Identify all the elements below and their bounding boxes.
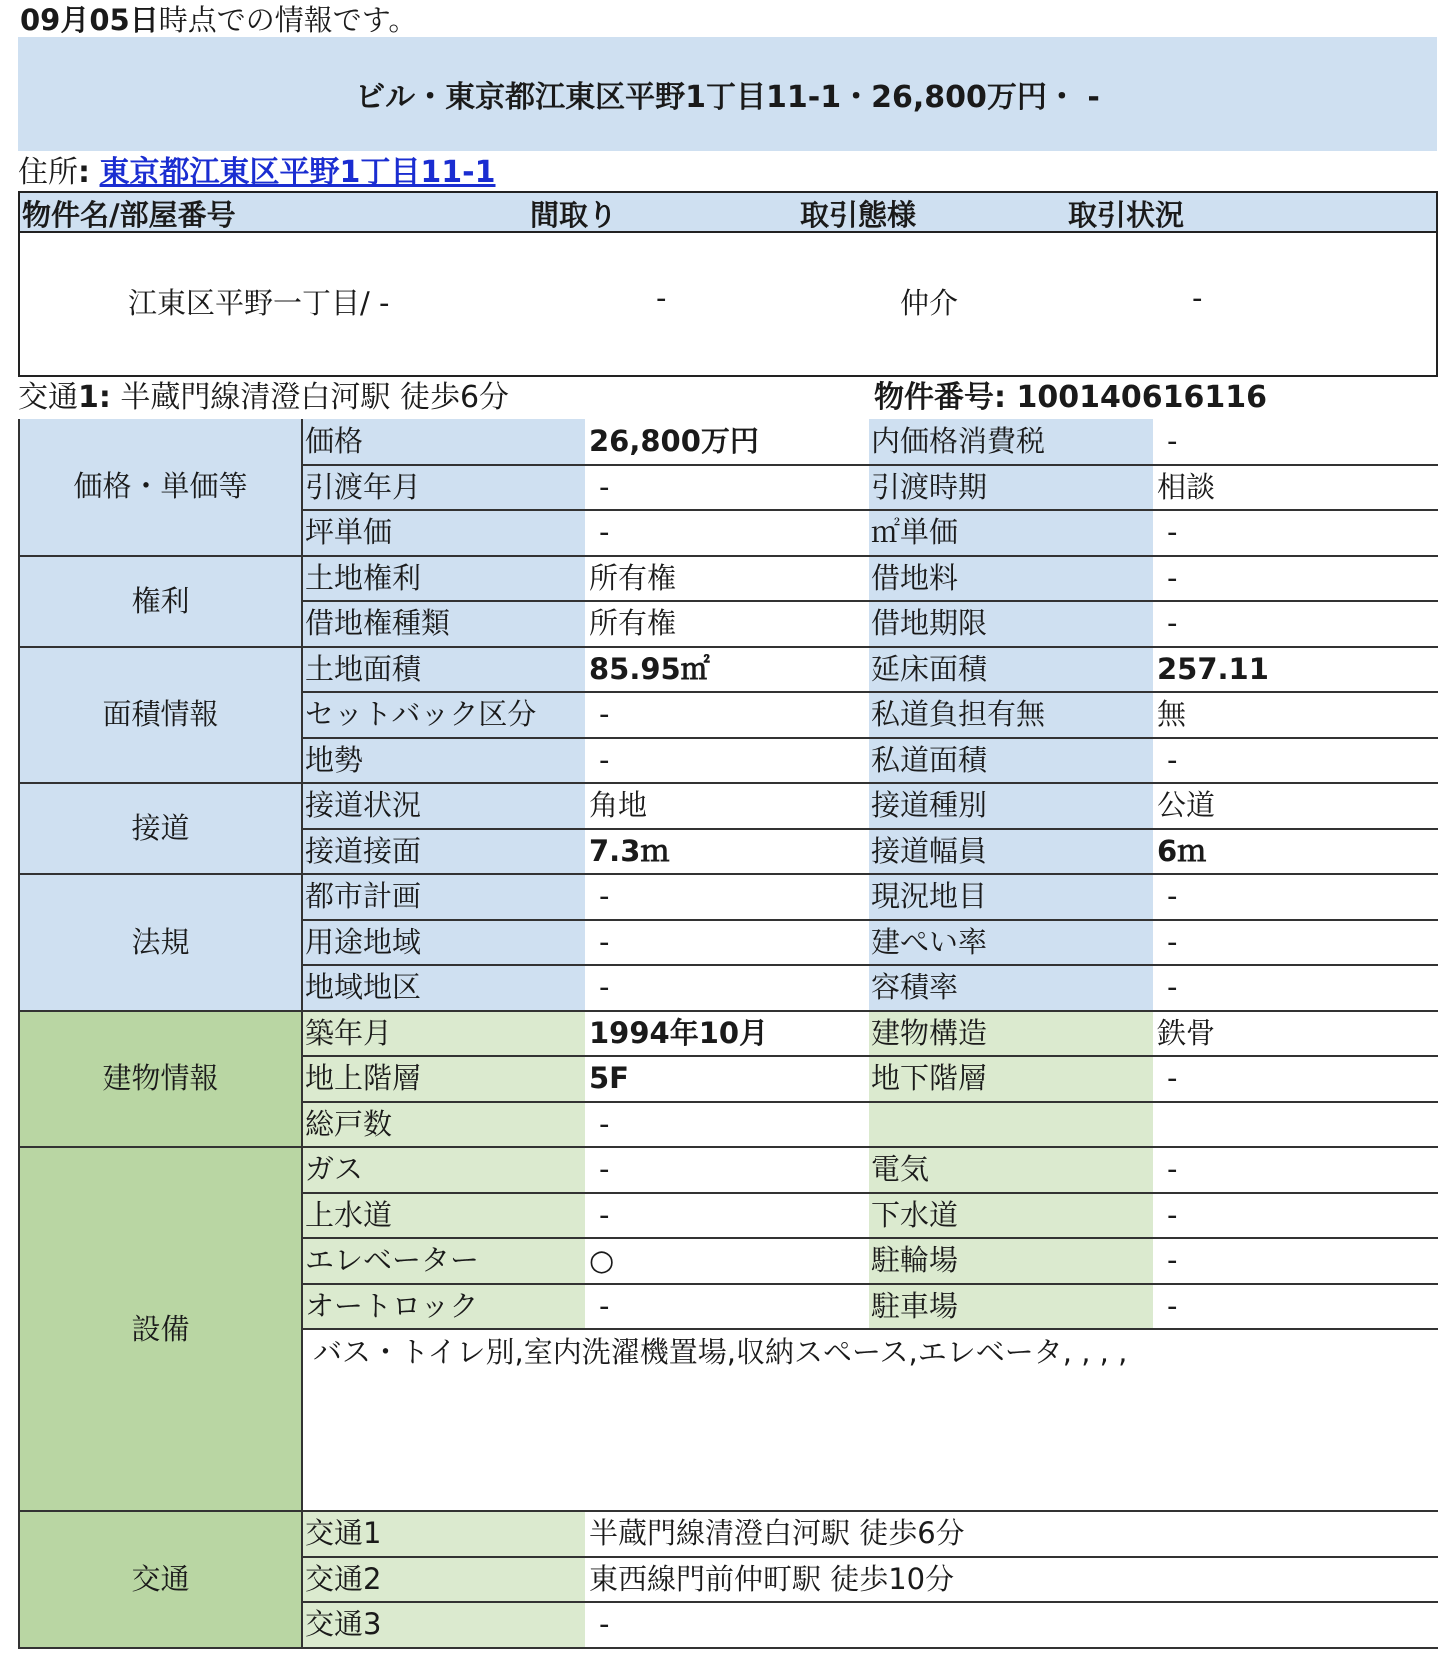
field-value: - (1153, 1056, 1438, 1102)
field-label (869, 1102, 1153, 1148)
field-value: - (585, 1193, 869, 1239)
field-value: - (585, 874, 869, 920)
room-table-header (20, 193, 1436, 233)
field-value: 鉄骨 (1153, 1011, 1438, 1057)
access-label: 交通1: (18, 380, 111, 415)
section-heading: 接道 (19, 783, 302, 874)
field-label: 現況地目 (869, 874, 1153, 920)
field-value: 半蔵門線清澄白河駅 徒歩6分 (585, 1511, 1438, 1557)
field-label: 接道幅員 (869, 829, 1153, 875)
field-value: 7.3ｍ (585, 829, 869, 875)
field-value: - (585, 692, 869, 738)
field-value: - (585, 965, 869, 1011)
field-value: - (1153, 1284, 1438, 1330)
field-label: 土地面積 (302, 647, 585, 693)
detail-row (19, 556, 1438, 602)
field-value: 26,800万円 (585, 419, 869, 465)
summary-banner (18, 37, 1437, 151)
header-transaction-status: 取引状況 (1068, 198, 1185, 232)
address-line (18, 154, 496, 192)
detail-row (19, 1011, 1438, 1057)
field-label: 延床面積 (869, 647, 1153, 693)
section-heading: 面積情報 (19, 647, 302, 784)
property-number-label: 物件番号: (874, 380, 1017, 415)
field-label: 建物構造 (869, 1011, 1153, 1057)
field-label: 接道接面 (302, 829, 585, 875)
field-label: 交通1 (302, 1511, 585, 1557)
section-heading: 設備 (19, 1147, 302, 1511)
field-value: 東西線門前仲町駅 徒歩10分 (585, 1557, 1438, 1603)
section-heading: 建物情報 (19, 1011, 302, 1148)
field-label: 引渡年月 (302, 465, 585, 511)
field-label: 引渡時期 (869, 465, 1153, 511)
field-label: 建ぺい率 (869, 920, 1153, 966)
as-of-date: 09月05日 (20, 3, 159, 37)
section-heading: 価格・単価等 (19, 419, 302, 556)
address-label: 住所: (18, 155, 90, 190)
field-label: ㎡単価 (869, 510, 1153, 556)
detail-row (19, 1147, 1438, 1193)
value-property-name: 江東区平野一丁目/ - (128, 286, 390, 320)
field-value: - (585, 920, 869, 966)
field-value: 257.11 (1153, 647, 1438, 693)
room-table-values (20, 233, 1436, 377)
field-label: 私道面積 (869, 738, 1153, 784)
field-value: 角地 (585, 783, 869, 829)
field-value: - (1153, 874, 1438, 920)
field-value: 85.95㎡ (585, 647, 869, 693)
field-value: - (1153, 1193, 1438, 1239)
room-table (18, 191, 1438, 377)
field-label: 坪単価 (302, 510, 585, 556)
field-label: オートロック (302, 1284, 585, 1330)
field-value: - (1153, 1147, 1438, 1193)
as-of-notice (20, 2, 417, 38)
field-label: 接道状況 (302, 783, 585, 829)
field-label: 都市計画 (302, 874, 585, 920)
detail-row (19, 874, 1438, 920)
detail-row (19, 783, 1438, 829)
field-value: - (585, 510, 869, 556)
value-transaction-type: 仲介 (900, 286, 959, 320)
field-label: 地勢 (302, 738, 585, 784)
field-label: 地域地区 (302, 965, 585, 1011)
field-value: ○ (585, 1238, 869, 1284)
field-value: - (1153, 601, 1438, 647)
field-label: セットバック区分 (302, 692, 585, 738)
field-label: 地上階層 (302, 1056, 585, 1102)
field-label: ガス (302, 1147, 585, 1193)
field-label: 借地期限 (869, 601, 1153, 647)
field-label: 土地権利 (302, 556, 585, 602)
field-label: 電気 (869, 1147, 1153, 1193)
field-label: 交通3 (302, 1602, 585, 1648)
field-label: 借地料 (869, 556, 1153, 602)
field-value: 所有権 (585, 556, 869, 602)
value-transaction-status: - (1192, 281, 1203, 315)
field-value: - (585, 1602, 1438, 1648)
summary-text: ビル・東京都江東区平野1丁目11-1・26,800万円・ - (355, 80, 1100, 115)
field-label: 交通2 (302, 1557, 585, 1603)
field-label: エレベーター (302, 1238, 585, 1284)
field-value: - (1153, 556, 1438, 602)
field-label: 価格 (302, 419, 585, 465)
field-value: - (585, 1284, 869, 1330)
section-heading: 権利 (19, 556, 302, 647)
property-number (874, 379, 1267, 417)
details-table (18, 419, 1438, 1649)
section-heading: 法規 (19, 874, 302, 1011)
field-value: 公道 (1153, 783, 1438, 829)
field-value: - (585, 1102, 869, 1148)
field-value: 所有権 (585, 601, 869, 647)
field-label: 駐車場 (869, 1284, 1153, 1330)
field-label: 地下階層 (869, 1056, 1153, 1102)
detail-row (19, 647, 1438, 693)
access-value: 半蔵門線清澄白河駅 徒歩6分 (120, 380, 510, 415)
field-value: 5F (585, 1056, 869, 1102)
as-of-text: 時点での情報です。 (158, 3, 418, 37)
field-label: 駐輪場 (869, 1238, 1153, 1284)
address-link[interactable]: 東京都江東区平野1丁目11-1 (99, 155, 496, 190)
header-transaction-type: 取引態様 (800, 198, 917, 232)
field-value: - (585, 465, 869, 511)
field-value: 相談 (1153, 465, 1438, 511)
field-label: 総戸数 (302, 1102, 585, 1148)
field-value: 1994年10月 (585, 1011, 869, 1057)
field-value: 無 (1153, 692, 1438, 738)
field-value: - (1153, 419, 1438, 465)
value-layout: - (656, 281, 667, 315)
field-label: 内価格消費税 (869, 419, 1153, 465)
field-label: 私道負担有無 (869, 692, 1153, 738)
field-label: 容積率 (869, 965, 1153, 1011)
header-property-name: 物件名/部屋番号 (22, 198, 236, 232)
field-label: 上水道 (302, 1193, 585, 1239)
field-label: 接道種別 (869, 783, 1153, 829)
field-label: 借地権種類 (302, 601, 585, 647)
field-value: - (585, 738, 869, 784)
equipment-notes: バス・トイレ別,室内洗濯機置場,収納スペース,エレベータ, , , , (302, 1329, 1438, 1511)
field-value: - (1153, 738, 1438, 784)
property-number-value: 100140616116 (1016, 380, 1267, 415)
field-value (1153, 1102, 1438, 1148)
header-layout: 間取り (530, 198, 618, 232)
field-value: - (1153, 1238, 1438, 1284)
access-line (18, 379, 509, 417)
field-value: - (1153, 510, 1438, 556)
field-label: 用途地域 (302, 920, 585, 966)
detail-row (19, 1511, 1438, 1557)
field-label: 下水道 (869, 1193, 1153, 1239)
field-label: 築年月 (302, 1011, 585, 1057)
field-value: 6ｍ (1153, 829, 1438, 875)
field-value: - (1153, 965, 1438, 1011)
field-value: - (1153, 920, 1438, 966)
field-value: - (585, 1147, 869, 1193)
section-heading: 交通 (19, 1511, 302, 1648)
detail-row (19, 419, 1438, 465)
